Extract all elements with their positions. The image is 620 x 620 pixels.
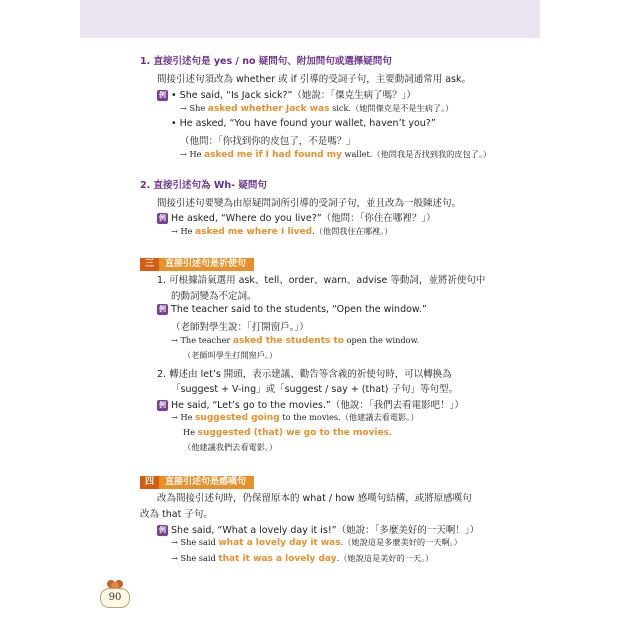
answer-highlight: asked me if I had found my (204, 150, 342, 160)
answer-suffix: .（他問我住在哪裡。） (312, 226, 393, 236)
answer-prefix: → He (171, 226, 196, 236)
s1-example-2 (171, 118, 436, 129)
answer-suffix: . (388, 427, 392, 437)
answer-suffix: .（她說這是多麼美好的一天啊。） (340, 537, 462, 547)
example-badge: 例 (159, 401, 166, 409)
s4-e1-answer-1 (171, 537, 462, 548)
s2-e1-sentence: He asked, “Where do you live?”（他問：「你住在哪裡？」） (171, 213, 436, 224)
s4-intro-line-1: 改為間接引述句時，仍保留原本的 what / how 感嘆句結構，或將原感嘆句 (157, 493, 472, 504)
answer-prefix: He (183, 427, 198, 437)
s1-e2-answer (180, 149, 491, 160)
answer-suffix: wallet.（他問我是否找到我的皮包了。） (341, 149, 492, 159)
s3-e2-answer-1 (171, 412, 419, 423)
bullet: • (171, 90, 177, 101)
section-4-header (140, 469, 254, 489)
answer-highlight: that it was a lovely day (218, 554, 337, 564)
section-1-title: 1. 直接引述句是 yes / no 疑問句、附加問句或選擇疑問句 (140, 56, 392, 67)
answer-highlight: asked whether Jack was (207, 104, 330, 114)
section-4-label: 直接引述句是感嘆句 (159, 476, 254, 489)
example-badge: 例 (159, 214, 166, 222)
s3-point-2-line-2: 「suggest + V-ing」或「suggest / say + (that) 子句」等句型。 (171, 384, 459, 395)
section-3-number: 三 (140, 258, 159, 271)
s3-point-1-line-1: 1. 可根據語氣選用 ask、tell、order、warn、advise 等動詞，並將祈使句中 (157, 275, 486, 286)
section-3-label: 直接引述句是祈使句 (159, 258, 254, 271)
s1-e1-answer (180, 103, 453, 114)
s3-point-2-line-1: 2. 轉述由 let’s 開頭，表示建議、勸告等含義的祈使句時，可以轉換為 (157, 369, 452, 380)
s3-e2-answer-2-translation: （他建議我們去看電影。） (183, 442, 278, 452)
s3-example-2 (157, 397, 464, 411)
answer-highlight: suggested going (195, 413, 280, 423)
answer-prefix: → The teacher (171, 335, 233, 345)
answer-highlight: what a lovely day it was (218, 538, 341, 548)
answer-prefix: → He (180, 149, 205, 159)
s3-e1-answer (171, 335, 419, 346)
s2-e1-answer (171, 226, 393, 237)
s4-e1-sentence: She said, “What a lovely day it is!”（她說：「多麼美好的一天啊！」） (171, 525, 480, 536)
s1-e2-sentence: He asked, “You have found your wallet, haven’t you?” (179, 118, 436, 129)
answer-prefix: → She said (171, 553, 219, 563)
s3-e1-answer-translation: （老師叫學生打開窗戶。） (183, 350, 278, 360)
bullet: • (171, 118, 177, 129)
section-4-number: 四 (140, 476, 159, 489)
answer-suffix: sick.（她問傑克是不是生病了。） (329, 103, 454, 113)
answer-prefix: → She (180, 103, 208, 113)
s4-example-1 (157, 522, 479, 536)
s3-e1-translation: （老師對學生說：「打開窗戶。」） (171, 322, 309, 333)
answer-prefix: → She said (171, 537, 219, 547)
s3-e1-sentence: The teacher said to the students, “Open the window.” (171, 304, 427, 315)
answer-highlight: suggested (that) we go to the movies (197, 428, 389, 438)
example-badge: 例 (159, 526, 166, 534)
section-2-title: 2. 直接引述句為 Wh- 疑問句 (140, 180, 267, 191)
section-3-header (140, 251, 254, 271)
s3-e2-answer-2 (183, 427, 392, 438)
answer-prefix: → He (171, 412, 196, 422)
section-2-intro: 間接引述句要變為由原疑問詞所引導的受詞子句，並且改為一般陳述句。 (157, 198, 462, 209)
s3-example-1 (157, 304, 427, 315)
s3-e2-sentence: He said, “Let’s go to the movies.”（他說：「我們去看電影吧！」） (171, 400, 464, 411)
s2-example-1 (157, 210, 436, 224)
s1-e2-translation: （他問：「你找到你的皮包了，不是嗎？」 (180, 136, 356, 147)
answer-highlight: asked me where I lived (195, 227, 313, 237)
answer-suffix: open the window. (344, 335, 420, 345)
s4-e1-answer-2 (171, 553, 433, 564)
answer-suffix: to the movies.（他建議去看電影。） (279, 412, 419, 422)
page-number: 90 (100, 588, 130, 608)
s3-point-1-line-2: 的動詞變為不定詞。 (171, 291, 257, 302)
answer-highlight: asked the students to (232, 336, 344, 346)
s1-example-1 (157, 87, 416, 101)
example-badge: 例 (159, 305, 166, 313)
section-1-intro: 間接引述句須改為 whether 或 if 引導的受詞子句，主要動詞通常用 ask。 (157, 74, 471, 85)
answer-suffix: .（她說這是美好的一天。） (336, 553, 434, 563)
s4-intro-line-2: 改為 that 子句。 (140, 509, 213, 520)
top-banner (80, 0, 540, 38)
example-badge: 例 (159, 91, 166, 99)
s1-e1-sentence: She said, “Is Jack sick?”（她說：「傑克生病了嗎？」） (179, 90, 416, 101)
